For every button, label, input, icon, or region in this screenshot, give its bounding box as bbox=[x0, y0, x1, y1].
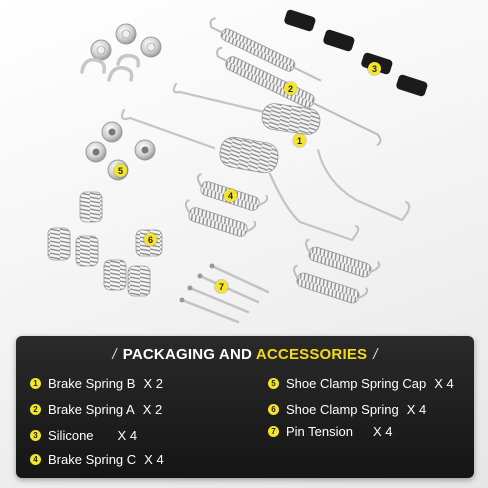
legend-item-3 bbox=[30, 428, 137, 443]
legend-label: Shoe Clamp Spring Cap bbox=[286, 376, 427, 391]
title-lead: PACKAGING AND bbox=[122, 346, 253, 363]
legend-label: Brake Spring A bbox=[48, 402, 135, 417]
legend-number-1: 1 bbox=[30, 378, 41, 389]
legend-number-6: 6 bbox=[268, 404, 279, 415]
legend-item-2 bbox=[30, 402, 162, 417]
legend-number-3: 3 bbox=[30, 430, 41, 441]
legend-label: Brake Spring B bbox=[48, 376, 136, 391]
legend-number-2: 2 bbox=[30, 404, 41, 415]
brake-spring-b-group bbox=[218, 102, 322, 175]
legend-item-6 bbox=[268, 402, 426, 417]
legend-item-5 bbox=[268, 376, 454, 391]
accessories-panel bbox=[16, 336, 474, 478]
title-slash-right: / bbox=[373, 346, 378, 363]
legend-number-7: 7 bbox=[268, 426, 279, 437]
part-marker-3: 3 bbox=[368, 62, 381, 75]
part-marker-2: 2 bbox=[284, 82, 297, 95]
part-marker-5: 5 bbox=[114, 164, 127, 177]
legend-item-4 bbox=[30, 452, 164, 467]
legend-label: Brake Spring C bbox=[48, 452, 137, 467]
title-slash-left: / bbox=[112, 346, 117, 363]
legend-item-1 bbox=[30, 376, 163, 391]
part-marker-6: 6 bbox=[144, 233, 157, 246]
title-accent: ACCESSORIES bbox=[255, 346, 368, 363]
u-clip-group bbox=[82, 56, 138, 80]
legend-item-7 bbox=[268, 424, 393, 439]
legend-quantity: X 4 bbox=[406, 402, 427, 417]
legend-quantity: X 2 bbox=[143, 376, 163, 391]
legend-label: Silicone bbox=[48, 428, 94, 443]
legend-quantity: X 2 bbox=[142, 402, 163, 417]
part-marker-1: 1 bbox=[293, 134, 306, 147]
legend-number-5: 5 bbox=[268, 378, 279, 389]
legend-label: Shoe Clamp Spring bbox=[286, 402, 399, 417]
part-marker-7: 7 bbox=[215, 280, 228, 293]
legend-quantity: X 4 bbox=[372, 424, 393, 439]
legend-quantity: X 4 bbox=[144, 452, 164, 467]
legend-quantity: X 4 bbox=[117, 428, 138, 443]
part-marker-4: 4 bbox=[224, 189, 237, 202]
panel-title bbox=[16, 346, 474, 363]
legend-label: Pin Tension bbox=[286, 424, 353, 439]
legend-quantity: X 4 bbox=[434, 376, 454, 391]
pin-tension-group bbox=[180, 264, 269, 323]
silicone-plug-group bbox=[283, 9, 428, 98]
legend-number-4: 4 bbox=[30, 454, 41, 465]
